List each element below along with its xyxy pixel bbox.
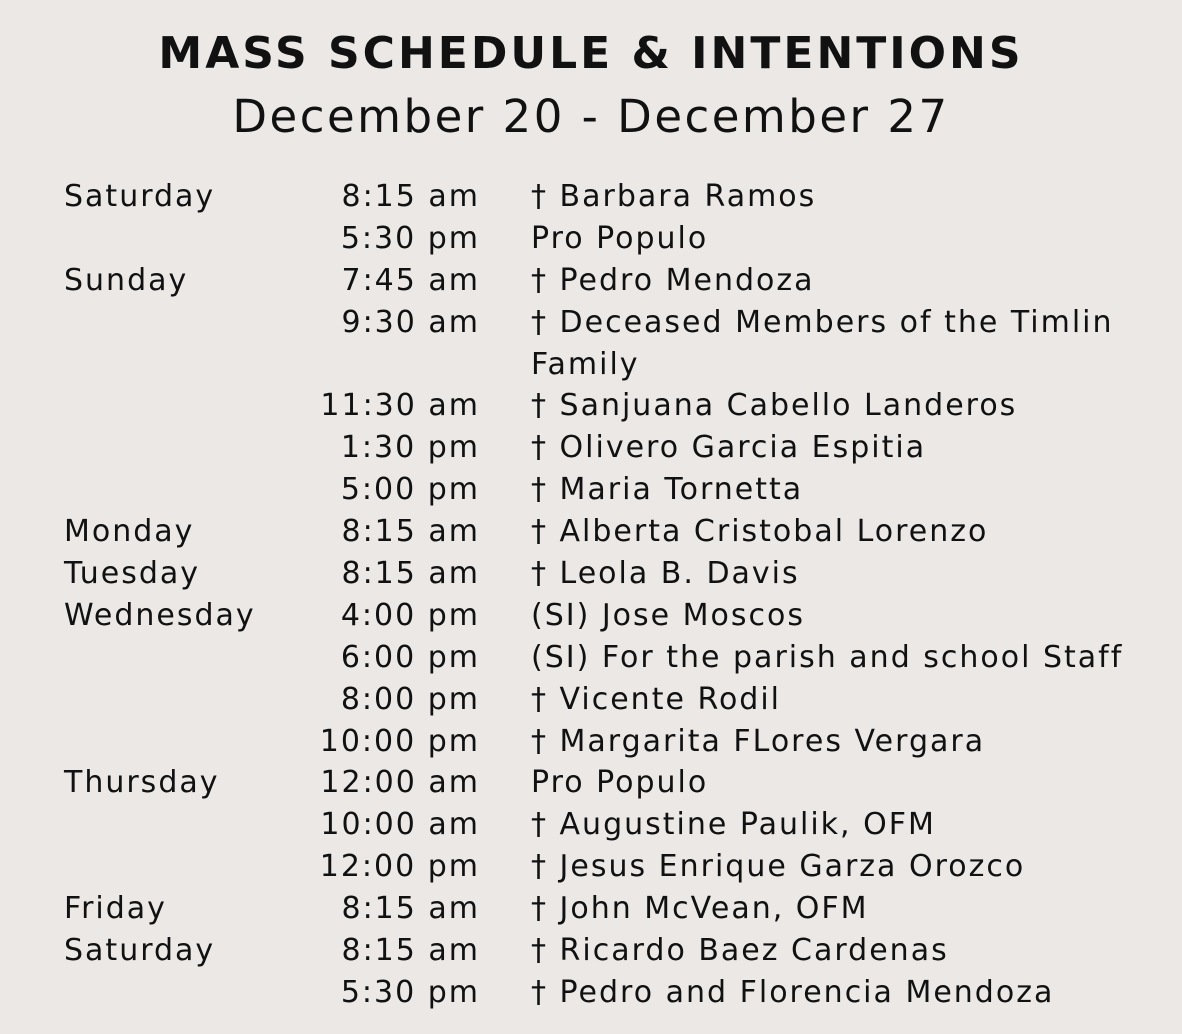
day-label: Saturday xyxy=(64,933,216,969)
mass-time: 8:00 pm xyxy=(340,681,480,717)
mass-time: 8:15 am xyxy=(341,891,480,927)
mass-intention: † Augustine Paulik, OFM xyxy=(531,807,936,843)
mass-intention: (SI) Jose Moscos xyxy=(531,597,806,633)
mass-time: 5:30 pm xyxy=(340,974,480,1010)
page-title: MASS SCHEDULE & INTENTIONS xyxy=(158,28,1024,79)
mass-intention: † John McVean, OFM xyxy=(531,891,869,927)
mass-time: 12:00 am xyxy=(320,765,480,801)
mass-time: 11:30 am xyxy=(320,388,480,424)
mass-intention: † Deceased Members of the Timlin Family xyxy=(531,304,1114,382)
mass-intention: † Vicente Rodil xyxy=(531,681,782,717)
schedule-row xyxy=(0,972,1182,1014)
mass-time: 10:00 am xyxy=(320,807,480,843)
schedule-row xyxy=(0,553,1182,595)
schedule-row xyxy=(0,511,1182,553)
mass-time: 8:15 am xyxy=(341,556,480,592)
mass-intention: Pro Populo xyxy=(531,765,709,801)
mass-time: 4:00 pm xyxy=(340,597,480,633)
schedule-row xyxy=(0,637,1182,679)
schedule-row xyxy=(0,427,1182,469)
schedule-row xyxy=(0,176,1182,218)
schedule-row xyxy=(0,762,1182,804)
mass-intention: † Jesus Enrique Garza Orozco xyxy=(531,849,1026,885)
day-label: Friday xyxy=(64,891,167,927)
schedule-row xyxy=(0,930,1182,972)
day-label: Wednesday xyxy=(64,597,256,633)
schedule-row xyxy=(0,846,1182,888)
day-label: Tuesday xyxy=(64,556,201,592)
mass-intention: † Margarita FLores Vergara xyxy=(531,723,986,759)
date-range: December 20 - December 27 xyxy=(232,90,950,143)
day-label: Thursday xyxy=(64,765,220,801)
schedule-row xyxy=(0,302,1182,386)
schedule-header xyxy=(0,26,1182,148)
mass-intention: † Barbara Ramos xyxy=(531,179,817,214)
schedule-row xyxy=(0,260,1182,302)
mass-time: 7:45 am xyxy=(341,262,480,298)
schedule-row xyxy=(0,679,1182,721)
mass-time: 9:30 am xyxy=(341,304,480,340)
schedule-row xyxy=(0,218,1182,260)
mass-time: 5:00 pm xyxy=(340,472,480,508)
schedule-row xyxy=(0,469,1182,511)
mass-intention: † Maria Tornetta xyxy=(531,472,804,508)
schedule-row xyxy=(0,888,1182,930)
mass-intention: † Leola B. Davis xyxy=(531,556,800,592)
mass-intention: (SI) For the parish and school Staff xyxy=(531,639,1124,675)
day-label: Sunday xyxy=(64,262,189,298)
mass-intention: † Pedro Mendoza xyxy=(531,262,815,298)
mass-intention: † Pedro and Florencia Mendoza xyxy=(531,974,1055,1010)
mass-intention: Pro Populo xyxy=(531,220,709,256)
mass-time: 8:15 am xyxy=(341,179,480,214)
mass-time: 1:30 pm xyxy=(340,430,480,466)
day-label: Monday xyxy=(64,514,195,550)
mass-time: 10:00 pm xyxy=(319,723,480,759)
mass-intention: † Ricardo Baez Cardenas xyxy=(531,933,949,969)
schedule-row xyxy=(0,595,1182,637)
mass-time: 6:00 pm xyxy=(340,639,480,675)
mass-schedule-list xyxy=(0,176,1182,1014)
mass-time: 5:30 pm xyxy=(340,220,480,256)
mass-time: 8:15 am xyxy=(341,514,480,550)
mass-intention: † Olivero Garcia Espitia xyxy=(531,430,927,466)
schedule-row xyxy=(0,385,1182,427)
day-label: Saturday xyxy=(64,179,216,214)
mass-intention: † Sanjuana Cabello Landeros xyxy=(531,388,1018,424)
mass-intention: † Alberta Cristobal Lorenzo xyxy=(531,514,989,550)
schedule-row xyxy=(0,804,1182,846)
mass-time: 8:15 am xyxy=(341,933,480,969)
schedule-row xyxy=(0,721,1182,763)
mass-time: 12:00 pm xyxy=(319,849,480,885)
